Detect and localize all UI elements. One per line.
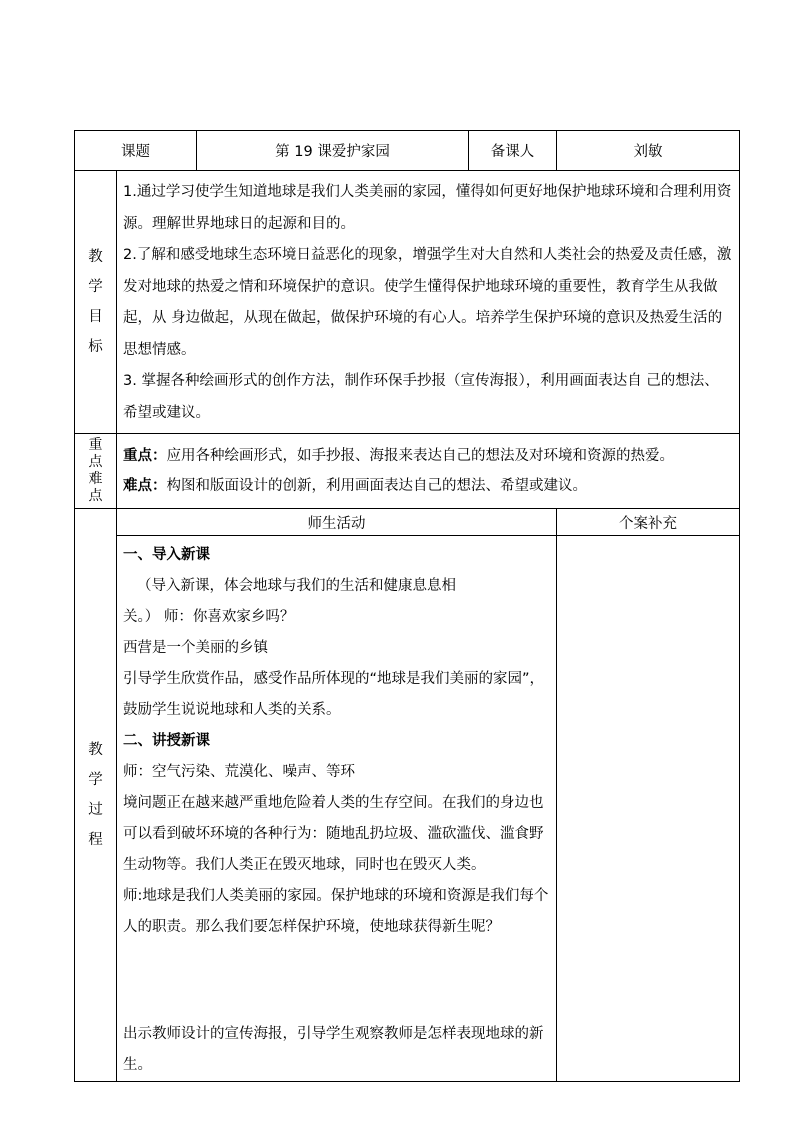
process-line: 师：空气污染、荒漠化、噪声、等环 bbox=[123, 764, 355, 780]
objectives-label bbox=[75, 171, 117, 434]
key-points-label-char: 重 bbox=[88, 437, 103, 453]
process-body-row bbox=[75, 536, 740, 1082]
process-label-char: 过 bbox=[88, 802, 103, 818]
process-label-char: 学 bbox=[88, 772, 103, 788]
difficulty-text: 构图和版面设计的创新，利用画面表达自己的想法、希望或建议。 bbox=[166, 478, 587, 494]
key-points-label-char: 难 bbox=[88, 471, 103, 487]
process-label bbox=[75, 509, 117, 1082]
process-subheader-row bbox=[75, 509, 740, 536]
process-line: 师:地球是我们人类美丽的家园。保护地球的环境和资源是我们每个人的职责。那么我们要怎样保护环境，使地球获得新生呢？ bbox=[123, 888, 549, 935]
key-points-content bbox=[117, 434, 740, 509]
objectives-label-char: 标 bbox=[88, 339, 103, 355]
objective-item: 1.通过学习使学生知道地球是我们人类美丽的家园，懂得如何更好地保护地球环境和合理利用资 源。理解世界地球日的起源和目的。 bbox=[123, 184, 732, 232]
activity-content bbox=[117, 536, 557, 1082]
process-line: 西营是一个美丽的乡镇 bbox=[123, 640, 268, 656]
section-title: 一、导入新课 bbox=[123, 547, 210, 563]
objectives-row bbox=[75, 171, 740, 434]
lesson-plan-table bbox=[74, 130, 740, 1082]
preparer-label: 备课人 bbox=[469, 131, 557, 171]
objective-item: 3. 掌握各种绘画形式的创作方法，制作环保手抄报（宣传海报），利用画面表达自 己的想法、希望或建议。 bbox=[123, 373, 719, 421]
process-line: 出示教师设计的宣传海报，引导学生观察教师是怎样表现地球的新生。 bbox=[123, 1026, 544, 1073]
objectives-label-char: 学 bbox=[88, 279, 103, 295]
key-points-label bbox=[75, 434, 117, 509]
process-line: （导入新课，体会地球与我们的生活和健康息息相 bbox=[137, 578, 456, 594]
focus-line bbox=[123, 441, 733, 471]
blank-space bbox=[123, 943, 550, 1019]
process-label-char: 教 bbox=[88, 742, 103, 758]
activity-column-header: 师生活动 bbox=[117, 509, 557, 536]
key-points-label-char: 点 bbox=[88, 488, 103, 504]
topic-label: 课题 bbox=[75, 131, 197, 171]
difficulty-line bbox=[123, 471, 733, 501]
objectives-label-char: 教 bbox=[88, 249, 103, 265]
preparer-value: 刘敏 bbox=[557, 131, 740, 171]
process-line: 关。） 师：你喜欢家乡吗？ bbox=[123, 609, 295, 625]
objectives-content bbox=[117, 171, 740, 434]
objectives-label-char: 目 bbox=[88, 309, 103, 325]
key-points-label-char: 点 bbox=[88, 454, 103, 470]
header-row bbox=[75, 131, 740, 171]
focus-text: 应用各种绘画形式，如手抄报、海报来表达自己的想法及对环境和资源的热爱。 bbox=[166, 448, 674, 464]
process-line: 境问题正在越来越严重地危险着人类的生存空间。在我们的身边也可以看到破坏环境的各种行为：随地乱扔垃圾、滥砍滥伐、滥食野生动物等。我们人类正在毁灭地球，同时也在毁灭人类。 bbox=[123, 795, 544, 873]
process-line: 引导学生欣赏作品，感受作品所体现的“地球是我们美丽的家园”，鼓励学生说说地球和人类的关系。 bbox=[123, 671, 545, 718]
process-label-char: 程 bbox=[88, 832, 103, 848]
section-title: 二、讲授新课 bbox=[123, 733, 210, 749]
focus-label: 重点： bbox=[123, 448, 167, 464]
supplement-content bbox=[557, 536, 740, 1082]
objective-item: 2.了解和感受地球生态环境日益恶化的现象，增强学生对大自然和人类社会的热爱及责任感，激 发对地球的热爱之情和环境保护的意识。使学生懂得保护地球环境的重要性，教育学生从我做起，从 身边做起，从现在做起，做保护环境的有心人。培养学生保护环境的意识及热爱生活的思想情感。 bbox=[123, 247, 732, 358]
key-points-row bbox=[75, 434, 740, 509]
topic-value: 第 19 课爱护家园 bbox=[197, 131, 469, 171]
supplement-column-header: 个案补充 bbox=[557, 509, 740, 536]
difficulty-label: 难点： bbox=[123, 478, 167, 494]
